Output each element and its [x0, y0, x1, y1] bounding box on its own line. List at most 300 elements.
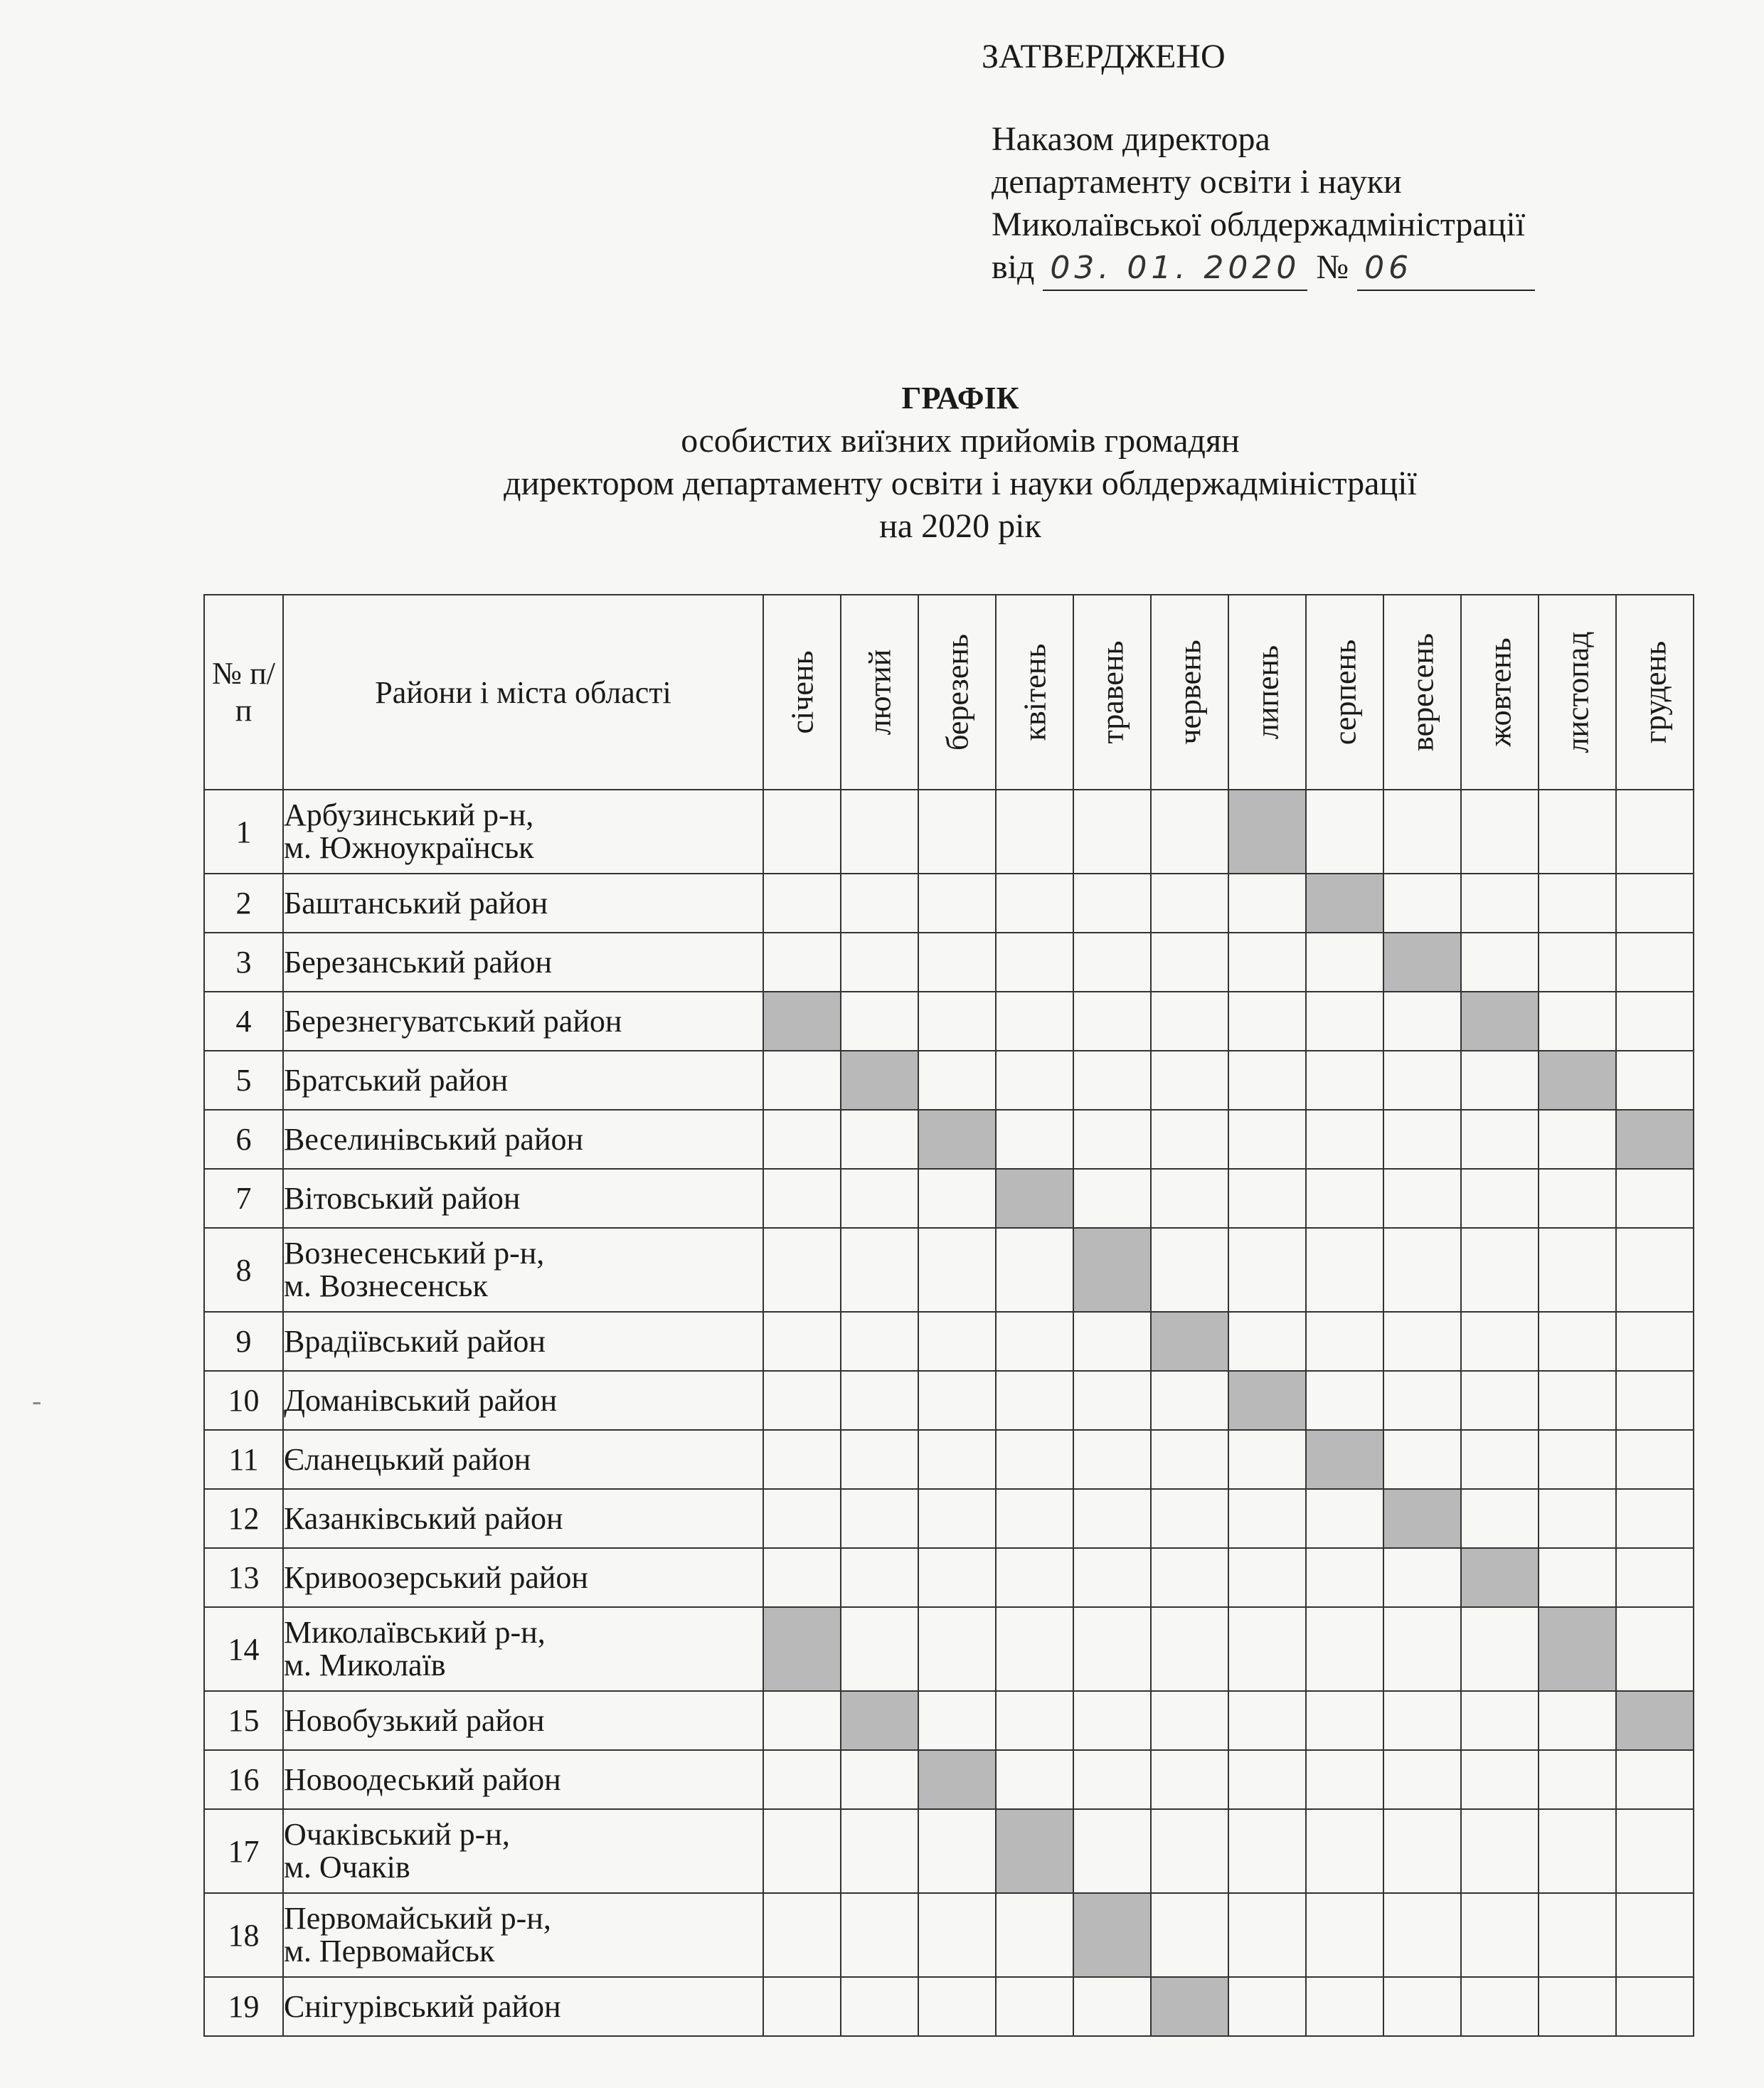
month-cell: [763, 790, 841, 874]
month-cell: [1616, 874, 1694, 933]
approval-line-2: департаменту освіти і науки: [992, 163, 1402, 201]
row-number: 3: [204, 933, 283, 992]
row-number: 1: [204, 790, 283, 874]
row-number: 4: [204, 992, 283, 1051]
table-row: [204, 1228, 1694, 1312]
month-cell: [1383, 1607, 1461, 1691]
month-label: вересень: [1405, 633, 1440, 751]
district-name-line: м. Первомайськ: [284, 1934, 495, 1968]
month-cell: [918, 1977, 996, 2036]
row-number: 18: [204, 1893, 283, 1977]
month-cell: [841, 874, 918, 933]
month-cell: [841, 1312, 918, 1371]
scheduled-month-cell: [1539, 1607, 1616, 1691]
month-cell: [1539, 992, 1616, 1051]
month-cell: [1383, 1977, 1461, 2036]
month-cell: [996, 1977, 1073, 2036]
month-cell: [1616, 1430, 1694, 1489]
table-row: [204, 1110, 1694, 1169]
month-cell: [996, 1051, 1073, 1110]
district-name: [283, 790, 763, 874]
district-name-line: Доманівський район: [284, 1382, 558, 1418]
district-name-line: Снігурівський район: [284, 1988, 561, 2024]
table-row: [204, 1893, 1694, 1977]
approval-stamp: ЗАТВЕРДЖЕНО: [982, 38, 1226, 75]
month-header: [1228, 595, 1306, 790]
table-header-row: [204, 595, 1694, 790]
month-cell: [996, 1548, 1073, 1607]
month-cell: [1073, 992, 1151, 1051]
scheduled-month-cell: [1461, 992, 1539, 1051]
district-name: [283, 1489, 763, 1548]
month-cell: [1461, 1893, 1539, 1977]
district-name-line: Новоодеський район: [284, 1761, 561, 1797]
district-name: [283, 1691, 763, 1750]
document-title: ГРАФІК: [901, 381, 1019, 415]
month-cell: [763, 1691, 841, 1750]
month-cell: [1539, 1110, 1616, 1169]
heading-line-1: особистих виїзних прийомів громадян: [681, 422, 1240, 460]
month-cell: [1461, 1312, 1539, 1371]
scheduled-month-cell: [763, 1607, 841, 1691]
month-cell: [996, 1228, 1073, 1312]
month-cell: [841, 1228, 918, 1312]
month-cell: [1616, 1169, 1694, 1228]
month-cell: [1306, 1607, 1383, 1691]
scheduled-month-cell: [841, 1691, 918, 1750]
month-cell: [1461, 1371, 1539, 1430]
month-cell: [1539, 1809, 1616, 1893]
month-cell: [1228, 1489, 1306, 1548]
month-cell: [763, 933, 841, 992]
month-cell: [763, 1977, 841, 2036]
district-name-line: Вітовський район: [284, 1180, 521, 1216]
month-cell: [1539, 1169, 1616, 1228]
month-cell: [1616, 1489, 1694, 1548]
month-cell: [1073, 1169, 1151, 1228]
month-cell: [763, 1809, 841, 1893]
month-cell: [1383, 992, 1461, 1051]
district-name-line: Березанський район: [284, 944, 553, 980]
month-cell: [841, 1169, 918, 1228]
month-cell: [1228, 1750, 1306, 1809]
month-cell: [1073, 790, 1151, 874]
month-cell: [918, 1809, 996, 1893]
month-cell: [1151, 992, 1228, 1051]
month-cell: [1306, 790, 1383, 874]
month-header: [996, 595, 1073, 790]
month-cell: [1306, 1228, 1383, 1312]
month-cell: [1383, 1548, 1461, 1607]
table-row: [204, 1489, 1694, 1548]
month-cell: [918, 790, 996, 874]
month-cell: [1073, 1371, 1151, 1430]
district-name: [283, 1430, 763, 1489]
month-cell: [1539, 1430, 1616, 1489]
month-cell: [1228, 1691, 1306, 1750]
month-label: лютий: [862, 649, 897, 736]
month-cell: [1306, 1750, 1383, 1809]
month-cell: [1461, 1051, 1539, 1110]
district-name-line: Баштанський район: [284, 885, 548, 921]
row-number: 17: [204, 1809, 283, 1893]
month-cell: [918, 1430, 996, 1489]
month-header: [841, 595, 918, 790]
table-row: [204, 992, 1694, 1051]
month-cell: [918, 1228, 996, 1312]
month-cell: [1228, 1169, 1306, 1228]
month-cell: [1151, 1371, 1228, 1430]
scheduled-month-cell: [1383, 1489, 1461, 1548]
month-cell: [763, 1430, 841, 1489]
scheduled-month-cell: [1151, 1312, 1228, 1371]
month-cell: [1228, 1051, 1306, 1110]
scheduled-month-cell: [1228, 790, 1306, 874]
district-name: [283, 1548, 763, 1607]
month-cell: [763, 1312, 841, 1371]
month-header: [918, 595, 996, 790]
month-cell: [918, 1548, 996, 1607]
scheduled-month-cell: [763, 992, 841, 1051]
month-cell: [1539, 874, 1616, 933]
month-cell: [918, 933, 996, 992]
scheduled-month-cell: [841, 1051, 918, 1110]
table-row: [204, 874, 1694, 933]
scheduled-month-cell: [996, 1809, 1073, 1893]
month-cell: [1461, 1607, 1539, 1691]
month-cell: [918, 1607, 996, 1691]
month-label: березень: [940, 634, 974, 751]
month-cell: [1383, 790, 1461, 874]
month-cell: [1151, 1809, 1228, 1893]
month-cell: [1151, 1750, 1228, 1809]
month-cell: [996, 992, 1073, 1051]
month-cell: [1228, 874, 1306, 933]
district-name-line: Новобузький район: [284, 1702, 545, 1738]
month-cell: [996, 874, 1073, 933]
month-cell: [763, 874, 841, 933]
month-cell: [1383, 1051, 1461, 1110]
month-cell: [1539, 790, 1616, 874]
month-cell: [841, 1548, 918, 1607]
row-number: 16: [204, 1750, 283, 1809]
table-row: [204, 1169, 1694, 1228]
month-cell: [841, 1893, 918, 1977]
month-cell: [841, 1371, 918, 1430]
month-cell: [996, 1312, 1073, 1371]
month-cell: [918, 1371, 996, 1430]
table-row: [204, 790, 1694, 874]
month-cell: [1151, 1607, 1228, 1691]
month-header: [763, 595, 841, 790]
district-name: [283, 1893, 763, 1977]
month-cell: [1539, 933, 1616, 992]
month-cell: [1616, 1228, 1694, 1312]
month-cell: [996, 1691, 1073, 1750]
month-cell: [1616, 1607, 1694, 1691]
month-cell: [1306, 1371, 1383, 1430]
month-cell: [1616, 790, 1694, 874]
month-cell: [1616, 933, 1694, 992]
approval-block: [982, 36, 1535, 291]
month-cell: [1616, 992, 1694, 1051]
month-cell: [1461, 1169, 1539, 1228]
month-cell: [1306, 1893, 1383, 1977]
heading-line-2: директором департаменту освіти і науки облдержадміністрації: [504, 465, 1417, 502]
month-cell: [763, 1110, 841, 1169]
row-number: 10: [204, 1371, 283, 1430]
month-cell: [1073, 1548, 1151, 1607]
scheduled-month-cell: [918, 1110, 996, 1169]
table-body: [204, 790, 1694, 2036]
district-name: [283, 874, 763, 933]
district-name-line: Вознесенський р-н,: [284, 1236, 545, 1271]
order-date: 03. 01. 2020: [1043, 247, 1307, 291]
district-name: [283, 992, 763, 1051]
month-cell: [1539, 1691, 1616, 1750]
month-cell: [763, 1169, 841, 1228]
month-cell: [763, 1548, 841, 1607]
month-header: [1539, 595, 1616, 790]
month-cell: [841, 1430, 918, 1489]
approval-line-3: Миколаївської облдержадміністрації: [992, 206, 1526, 243]
district-name: [283, 1110, 763, 1169]
month-cell: [1306, 1169, 1383, 1228]
month-cell: [841, 992, 918, 1051]
month-cell: [1151, 1548, 1228, 1607]
row-number: 2: [204, 874, 283, 933]
month-cell: [1306, 1312, 1383, 1371]
scheduled-month-cell: [1151, 1977, 1228, 2036]
district-name-line: Єланецький район: [284, 1441, 531, 1477]
month-cell: [1383, 1312, 1461, 1371]
month-cell: [1228, 1312, 1306, 1371]
month-cell: [1383, 1691, 1461, 1750]
month-cell: [1383, 1430, 1461, 1489]
month-cell: [1073, 1312, 1151, 1371]
table-row: [204, 1607, 1694, 1691]
month-cell: [996, 1371, 1073, 1430]
scheduled-month-cell: [1616, 1691, 1694, 1750]
month-cell: [1616, 1893, 1694, 1977]
approval-date-line: [992, 246, 1535, 291]
month-cell: [1383, 874, 1461, 933]
table-row: [204, 1548, 1694, 1607]
month-cell: [1228, 1809, 1306, 1893]
month-cell: [1306, 1489, 1383, 1548]
month-header: [1151, 595, 1228, 790]
month-cell: [996, 1110, 1073, 1169]
month-cell: [1073, 1489, 1151, 1548]
month-cell: [1383, 1110, 1461, 1169]
month-cell: [1539, 1977, 1616, 2036]
month-cell: [1073, 1750, 1151, 1809]
month-cell: [1228, 1110, 1306, 1169]
month-cell: [1228, 1548, 1306, 1607]
month-cell: [918, 1489, 996, 1548]
month-cell: [841, 790, 918, 874]
scheduled-month-cell: [1461, 1548, 1539, 1607]
month-cell: [1151, 1228, 1228, 1312]
month-label: серпень: [1327, 639, 1362, 746]
month-cell: [1616, 1312, 1694, 1371]
month-cell: [1383, 1893, 1461, 1977]
month-cell: [1228, 1977, 1306, 2036]
month-cell: [1306, 1691, 1383, 1750]
month-cell: [1151, 874, 1228, 933]
month-cell: [1073, 1051, 1151, 1110]
month-cell: [1151, 790, 1228, 874]
month-cell: [1461, 1228, 1539, 1312]
scheduled-month-cell: [1073, 1893, 1151, 1977]
month-cell: [1228, 1893, 1306, 1977]
row-number: 15: [204, 1691, 283, 1750]
month-cell: [1616, 1371, 1694, 1430]
month-cell: [1461, 874, 1539, 933]
table-row: [204, 933, 1694, 992]
month-cell: [1151, 1691, 1228, 1750]
month-cell: [763, 1371, 841, 1430]
scheduled-month-cell: [1228, 1371, 1306, 1430]
month-cell: [996, 1489, 1073, 1548]
district-name: [283, 1312, 763, 1371]
month-cell: [1539, 1489, 1616, 1548]
row-number: 9: [204, 1312, 283, 1371]
month-cell: [1228, 992, 1306, 1051]
row-number: 14: [204, 1607, 283, 1691]
month-cell: [1461, 933, 1539, 992]
month-label: травень: [1095, 640, 1130, 744]
month-cell: [1461, 1110, 1539, 1169]
district-name: [283, 1371, 763, 1430]
month-cell: [1306, 933, 1383, 992]
month-cell: [918, 874, 996, 933]
row-number: 11: [204, 1430, 283, 1489]
month-cell: [996, 1893, 1073, 1977]
month-cell: [996, 790, 1073, 874]
scheduled-month-cell: [1306, 874, 1383, 933]
district-name: [283, 1051, 763, 1110]
month-cell: [1228, 933, 1306, 992]
month-cell: [1306, 1051, 1383, 1110]
month-cell: [1151, 1169, 1228, 1228]
month-cell: [996, 1750, 1073, 1809]
row-number: 19: [204, 1977, 283, 2036]
month-cell: [1461, 790, 1539, 874]
month-header: [1306, 595, 1383, 790]
district-name-line: Казанківський район: [284, 1500, 563, 1536]
table-row: [204, 1977, 1694, 2036]
month-cell: [1461, 1809, 1539, 1893]
month-cell: [1073, 933, 1151, 992]
district-name-line: Миколаївський р-н,: [284, 1615, 546, 1650]
month-cell: [1306, 1110, 1383, 1169]
approval-line-1: Наказом директора: [992, 120, 1270, 158]
month-cell: [1073, 1607, 1151, 1691]
month-cell: [1461, 1430, 1539, 1489]
month-cell: [1306, 1548, 1383, 1607]
row-number: 5: [204, 1051, 283, 1110]
month-cell: [841, 1110, 918, 1169]
table-row: [204, 1371, 1694, 1430]
table-row: [204, 1691, 1694, 1750]
month-cell: [763, 1051, 841, 1110]
scheduled-month-cell: [1616, 1110, 1694, 1169]
month-cell: [1073, 1809, 1151, 1893]
month-cell: [1383, 1750, 1461, 1809]
schedule-table: [203, 594, 1694, 2037]
month-cell: [1306, 1977, 1383, 2036]
month-cell: [996, 1430, 1073, 1489]
month-cell: [763, 1893, 841, 1977]
month-cell: [1461, 1977, 1539, 2036]
month-cell: [1461, 1750, 1539, 1809]
month-cell: [1616, 1548, 1694, 1607]
month-cell: [1151, 1489, 1228, 1548]
scheduled-month-cell: [1383, 933, 1461, 992]
month-cell: [996, 933, 1073, 992]
month-cell: [1539, 1750, 1616, 1809]
month-cell: [763, 1228, 841, 1312]
month-header: [1383, 595, 1461, 790]
month-cell: [1151, 1110, 1228, 1169]
month-cell: [1616, 1809, 1694, 1893]
month-label: грудень: [1637, 640, 1672, 744]
table-row: [204, 1430, 1694, 1489]
row-number: 8: [204, 1228, 283, 1312]
month-label: червень: [1172, 640, 1207, 745]
district-name-line: Очаківський р-н,: [284, 1817, 510, 1852]
month-cell: [1073, 1110, 1151, 1169]
month-cell: [1228, 1228, 1306, 1312]
month-cell: [1539, 1893, 1616, 1977]
district-name-line: Веселинівський район: [284, 1121, 584, 1157]
month-cell: [1073, 1977, 1151, 2036]
district-name-line: м. Миколаїв: [284, 1648, 446, 1682]
district-name-line: Первомайський р-н,: [284, 1901, 551, 1936]
name-column-header: Райони і міста області: [283, 595, 763, 790]
month-label: жовтень: [1482, 637, 1517, 747]
heading-line-3: на 2020 рік: [879, 507, 1041, 545]
month-cell: [1461, 1489, 1539, 1548]
month-label: листопад: [1560, 631, 1595, 753]
month-cell: [1383, 1371, 1461, 1430]
scheduled-month-cell: [918, 1750, 996, 1809]
row-number: 6: [204, 1110, 283, 1169]
table-row: [204, 1750, 1694, 1809]
month-cell: [1616, 1977, 1694, 2036]
district-name-line: Врадіївський район: [284, 1323, 546, 1359]
month-cell: [918, 1893, 996, 1977]
month-cell: [1539, 1312, 1616, 1371]
month-cell: [841, 933, 918, 992]
month-cell: [1151, 1430, 1228, 1489]
month-cell: [1151, 1893, 1228, 1977]
month-header: [1073, 595, 1151, 790]
number-prefix: №: [1316, 248, 1349, 286]
month-header: [1616, 595, 1694, 790]
month-cell: [1151, 933, 1228, 992]
month-cell: [1461, 1691, 1539, 1750]
num-column-header: № п/п: [204, 595, 283, 790]
table-row: [204, 1312, 1694, 1371]
month-cell: [841, 1750, 918, 1809]
month-cell: [1383, 1809, 1461, 1893]
month-cell: [1151, 1051, 1228, 1110]
month-cell: [918, 1312, 996, 1371]
scheduled-month-cell: [1306, 1430, 1383, 1489]
district-name: [283, 1228, 763, 1312]
